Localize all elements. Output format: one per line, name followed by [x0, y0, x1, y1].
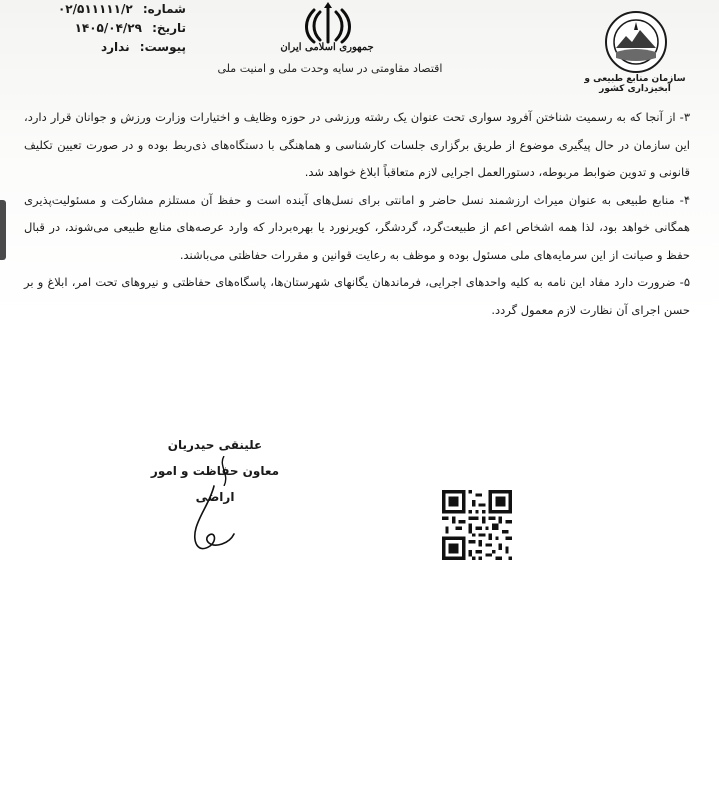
letter-number-row	[26, 0, 186, 19]
handwritten-signature-icon	[170, 484, 250, 564]
paragraph-4: ۴- منابع طبیعی به عنوان میراث ارزشمند نسل حاضر و امانتی برای نسل‌های آینده است و حفظ آن مستلزم مشارکت و مسئولیت‌پذیری همگانی خواهد بود، لذا همه اشخاص اعم از طبیعت‌گرد، گردشگر، کویرنورد یا بهره‌بردار که وارد عرصه‌های منابع طبیعی می‌شوند، در قبال حفظ و صیانت از این سرمایه‌های ملی مسئول بوده و موظف به رعایت قوانین و مقررات حفاظتی می‌باشند.	[24, 192, 690, 262]
letter-date-label: تاریخ:	[152, 21, 186, 35]
paragraph-5: ۵- ضرورت دارد مفاد این نامه به کلیه واحدهای اجرایی، فرماندهان یگانهای شهرستان‌ها، پاسگاه‌های حفاظتی و نیروهای تحت امر، ابلاغ و بر حسن اجرای آن نظارت لازم معمول گردد.	[24, 275, 690, 317]
slogan: اقتصاد مقاومتی در سایه وحدت ملی و امنیت ملی	[217, 62, 443, 75]
letter-number-value: ۰۲/۵۱۱۱۱۱/۲	[57, 2, 133, 16]
organization-name: سازمان منابع طبیعی و آبخیزداری کشور	[584, 74, 686, 94]
letter-date-value: ۱۴۰۵/۰۴/۲۹	[74, 21, 142, 35]
letter-number-label: شماره:	[142, 2, 186, 16]
letter-attachment-value: ندارد	[100, 40, 130, 54]
paragraph-3: ۳- از آنجا که به رسمیت شناختن آفرود سواری تحت عنوان یک رشته ورزشی در حوزه وظایف و اختیارات وزارت ورزش و جوانان قرار دارد، این سازمان در حال پیگیری موضوع از طریق برگزاری جلسات کارشناسی و هماهنگی با دستگاه‌های ذی‌ربط بوده و در صورت تعیین تکلیف قانونی و تدوین ضوابط مربوطه، دستورالعمل اجرایی لازم متعاقباً ابلاغ خواهد شد.	[24, 110, 690, 179]
letter-body	[24, 104, 690, 324]
signature-mark-icon	[214, 456, 234, 486]
organization-logo-icon	[604, 10, 668, 74]
qr-code-icon	[442, 490, 512, 560]
letter-attachment-label: پیوست:	[139, 40, 186, 54]
signatory-title: معاون حفاظت و امور اراضی	[150, 464, 280, 504]
letter-attachment-row	[26, 38, 186, 57]
emblem-caption: جمهوری اسلامی ایران	[280, 42, 374, 53]
scan-fold-shadow	[0, 200, 6, 260]
signatory-name: علینقی حیدریان	[167, 438, 263, 452]
letter-date-row	[26, 19, 186, 38]
letter-meta	[26, 0, 186, 57]
